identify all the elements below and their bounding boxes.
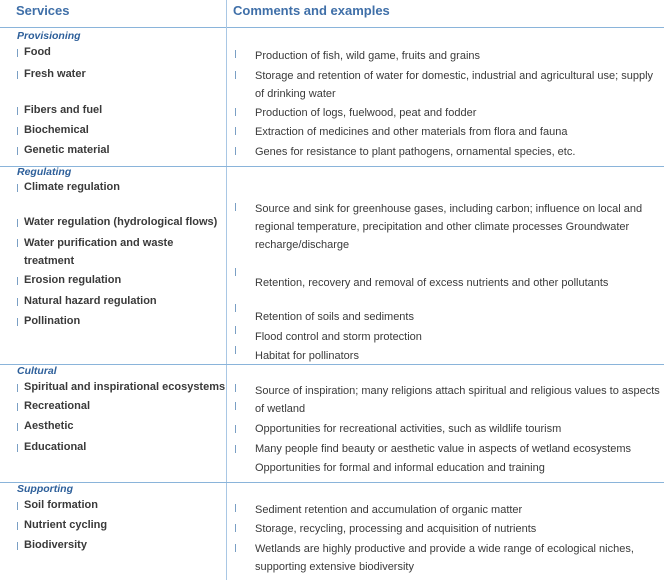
tick [17, 522, 18, 530]
service-genetic-material: Genetic material [24, 144, 110, 156]
comment-recreational: Opportunities for recreational activities, such as wildlife tourism [255, 423, 562, 435]
service-water-purification [24, 234, 224, 270]
tick [17, 502, 18, 510]
tick [235, 268, 236, 276]
tick [17, 49, 18, 57]
comment-climate: Source and sink for greenhouse gases, including carbon; influence on local and regional temperature, precipitation and other climate processes Groundwater recharge/discharge [255, 203, 643, 251]
divider-supporting [0, 482, 664, 483]
tick [17, 219, 18, 227]
category-provisioning: Provisioning [17, 30, 81, 42]
service-aesthetic: Aesthetic [24, 420, 74, 432]
tick [235, 384, 236, 392]
comment-aesthetic: Many people find beauty or aesthetic value in aspects of wetland ecosystems [255, 443, 632, 455]
service-spiritual: Spiritual and inspirational ecosystems [24, 381, 226, 393]
tick [235, 203, 236, 211]
tick [235, 71, 236, 79]
comment-biodiversity: Wetlands are highly productive and provide a wide range of ecological niches, supporting extensive biodiversity [255, 543, 634, 573]
comment-genetic-material: Genes for resistance to plant pathogens, ornamental species, etc. [255, 146, 576, 158]
tick [235, 304, 236, 312]
tick [17, 444, 18, 452]
service-erosion-regulation: Erosion regulation [24, 274, 122, 286]
tick [235, 425, 236, 433]
tick [235, 445, 236, 453]
table-header [0, 0, 664, 28]
tick [235, 108, 236, 116]
tick [235, 504, 236, 512]
service-fresh-water: Fresh water [24, 68, 86, 80]
tick [235, 346, 236, 354]
service-food: Food [24, 46, 51, 58]
tick [17, 403, 18, 411]
tick [235, 524, 236, 532]
service-educational: Educational [24, 441, 87, 453]
tick [235, 127, 236, 135]
comment-erosion: Retention of soils and sediments [255, 311, 414, 323]
category-regulating: Regulating [17, 166, 72, 178]
tick [17, 147, 18, 155]
tick [17, 298, 18, 306]
column-divider [226, 0, 227, 580]
tick [17, 71, 18, 79]
service-biodiversity: Biodiversity [24, 539, 87, 551]
tick [235, 402, 236, 410]
service-soil-formation: Soil formation [24, 499, 98, 511]
tick [235, 147, 236, 155]
divider-regulating [0, 166, 664, 167]
service-recreational: Recreational [24, 400, 91, 412]
service-pollination: Pollination [24, 315, 81, 327]
service-fibers-fuel: Fibers and fuel [24, 104, 103, 116]
comment-educational: Opportunities for formal and informal education and training [255, 462, 545, 474]
tick [17, 127, 18, 135]
tick [17, 277, 18, 285]
header-services: Services [16, 3, 70, 18]
tick [17, 384, 18, 392]
service-biochemical: Biochemical [24, 124, 89, 136]
comment-food: Production of fish, wild game, fruits and grains [255, 50, 481, 62]
tick [235, 326, 236, 334]
comment-biochemical: Extraction of medicines and other materials from flora and fauna [255, 126, 568, 138]
comment-natural-hazard: Flood control and storm protection [255, 331, 422, 343]
tick [17, 107, 18, 115]
service-natural-hazard: Natural hazard regulation [24, 295, 157, 307]
service-climate-regulation: Climate regulation [24, 181, 120, 193]
comment-soil-formation: Sediment retention and accumulation of organic matter [255, 504, 523, 516]
comment-fibers-fuel: Production of logs, fuelwood, peat and fodder [255, 107, 477, 119]
comment-fresh-water: Storage and retention of water for domestic, industrial and agricultural use; supply of drinking water [255, 70, 654, 100]
service-water-regulation: Water regulation (hydrological flows) [24, 216, 218, 228]
comment-pollination: Habitat for pollinators [255, 350, 359, 362]
tick [17, 318, 18, 326]
service-nutrient-cycling: Nutrient cycling [24, 519, 108, 531]
header-comments: Comments and examples [233, 3, 390, 18]
comment-spiritual: Source of inspiration; many religions attach spiritual and religious values to aspects of wetland [255, 385, 660, 415]
tick [17, 184, 18, 192]
tick [17, 423, 18, 431]
comment-nutrient-cycling: Storage, recycling, processing and acquisition of nutrients [255, 523, 537, 535]
category-supporting: Supporting [17, 483, 73, 495]
tick [235, 544, 236, 552]
tick [235, 50, 236, 58]
tick [17, 239, 18, 247]
service-water-purification-label: Water purification and waste treatment [24, 237, 174, 267]
comment-water-purification: Retention, recovery and removal of excess nutrients and other pollutants [255, 277, 609, 289]
tick [17, 542, 18, 550]
category-cultural: Cultural [17, 365, 57, 377]
